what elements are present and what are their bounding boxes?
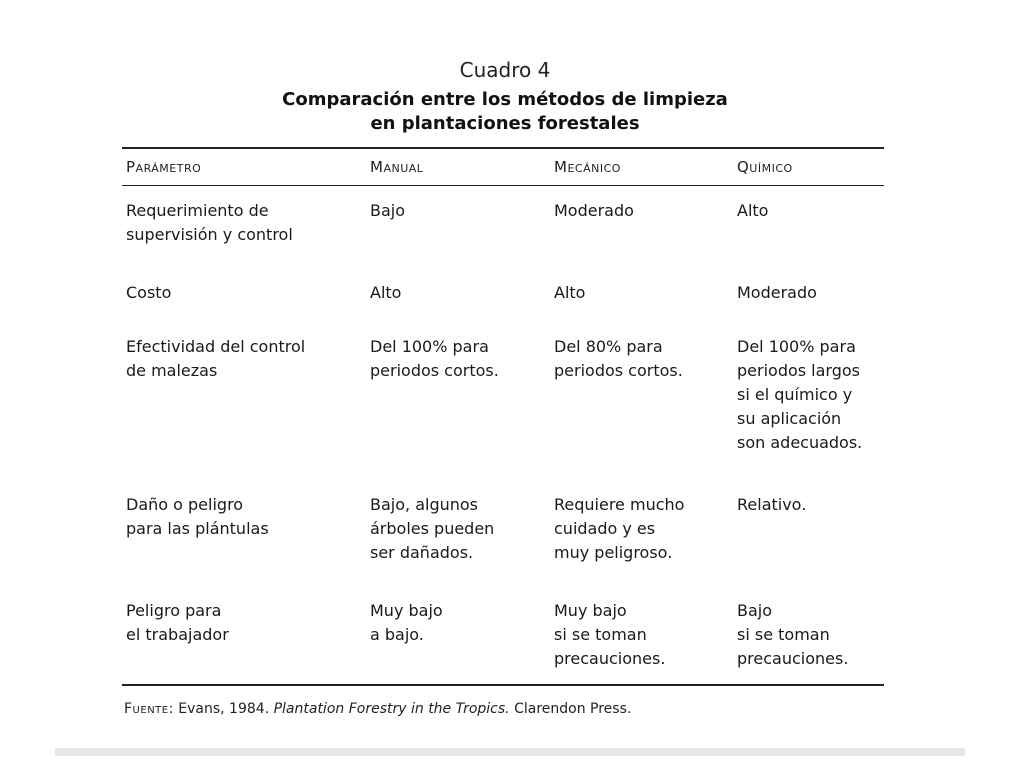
row-efectividad-parameter: Efectividad del control de malezas	[126, 337, 306, 380]
row-efectividad-mecanico: Del 80% para periodos cortos.	[554, 337, 683, 380]
bottom-rule	[122, 684, 884, 686]
row-costo-manual: Alto	[370, 283, 402, 302]
row-peligro-mecanico: Muy bajo si se toman precauciones.	[554, 601, 666, 668]
row-costo-mecanico: Alto	[554, 283, 586, 302]
row-costo-quimico: Moderado	[737, 283, 817, 302]
source-publisher: Clarendon Press.	[514, 701, 632, 717]
source-note	[124, 701, 904, 717]
row-costo-parameter: Costo	[126, 283, 172, 302]
row-efectividad-manual: Del 100% para periodos cortos.	[370, 337, 499, 380]
header-quimico: Químico	[737, 158, 793, 176]
row-supervision-quimico: Alto	[737, 201, 769, 220]
row-supervision-parameter: Requerimiento de supervisión y control	[126, 201, 293, 244]
header-parametro: Parámetro	[126, 158, 202, 176]
row-peligro-quimico: Bajo si se toman precauciones.	[737, 601, 849, 668]
row-peligro-manual: Muy bajo a bajo.	[370, 601, 443, 644]
table-caption: Cuadro 4	[459, 58, 551, 82]
header-mecanico: Mecánico	[554, 158, 621, 176]
source-author: Evans, 1984.	[178, 701, 270, 717]
page-bottom-bar	[55, 748, 965, 756]
row-peligro-parameter: Peligro para el trabajador	[126, 601, 229, 644]
top-rule	[122, 147, 884, 149]
table-title	[0, 88, 1010, 136]
source-title: Plantation Forestry in the Tropics.	[273, 701, 510, 717]
row-supervision-mecanico: Moderado	[554, 201, 634, 220]
row-dano-mecanico: Requiere mucho cuidado y es muy peligroso.	[554, 495, 685, 562]
row-dano-quimico: Relativo.	[737, 495, 807, 514]
row-dano-manual: Bajo, algunos árboles pueden ser dañados.	[370, 495, 495, 562]
row-supervision-manual: Bajo	[370, 201, 406, 220]
table-title-line-2: en plantaciones forestales	[370, 113, 640, 134]
row-efectividad-quimico: Del 100% para periodos largos si el químico y su aplicación son adecuados.	[737, 337, 863, 452]
table-title-line-1: Comparación entre los métodos de limpieza	[282, 89, 728, 110]
row-dano-parameter: Daño o peligro para las plántulas	[126, 495, 269, 538]
source-label: Fuente:	[124, 701, 174, 717]
header-rule	[122, 185, 884, 186]
header-manual: Manual	[370, 158, 424, 176]
